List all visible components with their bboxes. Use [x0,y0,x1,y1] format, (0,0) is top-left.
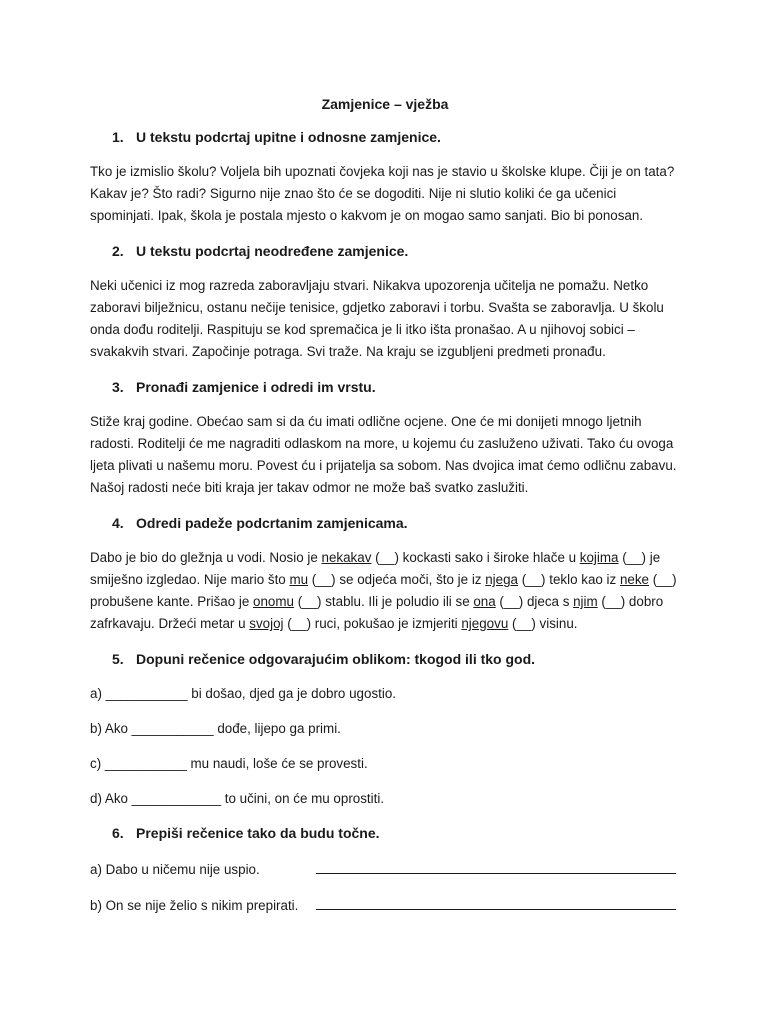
text-segment: (__) stablu. Ili je poludio ili se [293,594,474,609]
task-text: U tekstu podcrtaj neodređene zamjenice. [136,243,409,259]
rewrite-sentence: a) Dabo u ničemu nije uspio. [90,862,260,877]
task-number: 5. [112,651,124,667]
fill-in-sentence-d[interactable]: d) Ako ____________ to učini, on će mu oprostiti. [90,791,385,806]
fill-in-sentence-c[interactable]: c) ___________ mu naudi, loše će se provesti. [90,756,368,771]
underlined-pronoun: nekakav [321,550,372,565]
rewrite-sentence: b) On se nije želio s nikim prepirati. [90,898,299,913]
underlined-pronoun: njega [485,572,518,587]
text-segment: (__) dobro zafrkavaju. Držeći metar u [90,594,664,631]
text-segment: (__) je smiješno izgledao. Nije mario što [90,550,661,587]
underlined-pronoun: svojoj [249,616,284,631]
text-segment: (__) djeca s [495,594,574,609]
task-3-paragraph: Stiže kraj godine. Obećao sam si da ću imati odlične ocjene. One će mi donijeti mnogo ljetnih radosti. Roditelji će me nagraditi odlaskom na more, u kojemu ću zasluženo uživati. Tako ću ovoga ljeta plivati u našemu moru. Povest ću i prijatelja sa sobom. Nas dvojica imat ćemo odličnu zabavu. Našoj radosti neće biti kraja jer takav odmor ne može baš svatko zaslužiti. [90,414,677,495]
text-segment: (__) ruci, pokušao je izmjeriti [283,616,462,631]
task-5-heading [90,649,680,669]
task-4-heading [90,513,680,533]
task-number: 4. [112,515,124,531]
task-text: Pronađi zamjenice i odredi im vrstu. [136,379,376,395]
rewrite-row-a [90,857,680,881]
task-4-paragraph [90,547,680,635]
task-text: U tekstu podcrtaj upitne i odnosne zamjenice. [136,129,441,145]
underlined-pronoun: mu [289,572,309,587]
task-1-paragraph: Tko je izmislio školu? Voljela bih upoznati čovjeka koji nas je stavio u školske klupe. Čiji je on tata? Kakav je? Što radi? Sigurno nije znao što će se dogoditi. Nije ni slutio koliki će ga učenici spominjati. Ipak, škola je postala mjesto o kakvom je on mogao samo sanjati. Bio bi ponosan. [90,164,675,223]
task-2-heading [90,241,680,261]
task-6-heading [90,823,680,843]
text-segment: (__) se odjeća moči, što je iz [308,572,486,587]
task-text: Dopuni rečenice odgovarajućim oblikom: tkogod ili tko god. [136,651,536,667]
task-text: Odredi padeže podcrtanim zamjenicama. [136,515,408,531]
text-segment: (__) kockasti sako i široke hlače u [371,550,580,565]
page-title: Zamjenice – vježba [321,96,449,112]
task-text: Prepiši rečenice tako da budu točne. [136,825,380,841]
task-number: 2. [112,243,124,259]
text-segment: Dabo je bio do gležnja u vodi. Nosio je [90,550,322,565]
underlined-pronoun: neke [619,572,649,587]
text-segment: (__) teklo kao iz [517,572,620,587]
text-segment: (__) visinu. [508,616,578,631]
underlined-pronoun: njim [573,594,598,609]
task-1-heading [90,127,680,147]
rewrite-row-b [90,893,680,917]
task-number: 1. [112,129,124,145]
task-3-heading [90,377,680,397]
fill-in-sentence-a[interactable]: a) ___________ bi došao, djed ga je dobro ugostio. [90,686,396,701]
underlined-pronoun: njegovu [461,616,509,631]
task-number: 3. [112,379,124,395]
underlined-pronoun: kojima [579,550,619,565]
answer-line[interactable] [316,857,676,874]
task-2-paragraph: Neki učenici iz mog razreda zaboravljaju stvari. Nikakva upozorenja učitelja ne pomažu. Netko zaboravi bilježnicu, ostanu nečije tenisice, gdjetko zaboravi i torbu. Svašta se zaboravlja. U školu onda dođu roditelji. Raspituju se kod spremačica je li itko išta pronašao. A u njihovoj sobici – svakakvih stvari. Započinje potraga. Svi traže. Na kraju se izgubljeni predmeti pronađu. [90,278,664,359]
task-number: 6. [112,825,124,841]
underlined-pronoun: onomu [253,594,294,609]
underlined-pronoun: ona [473,594,496,609]
fill-in-sentence-b[interactable]: b) Ako ___________ dođe, lijepo ga primi. [90,721,341,736]
text-segment: (__) probušene kante. Prišao je [90,572,677,609]
answer-line[interactable] [316,893,676,910]
